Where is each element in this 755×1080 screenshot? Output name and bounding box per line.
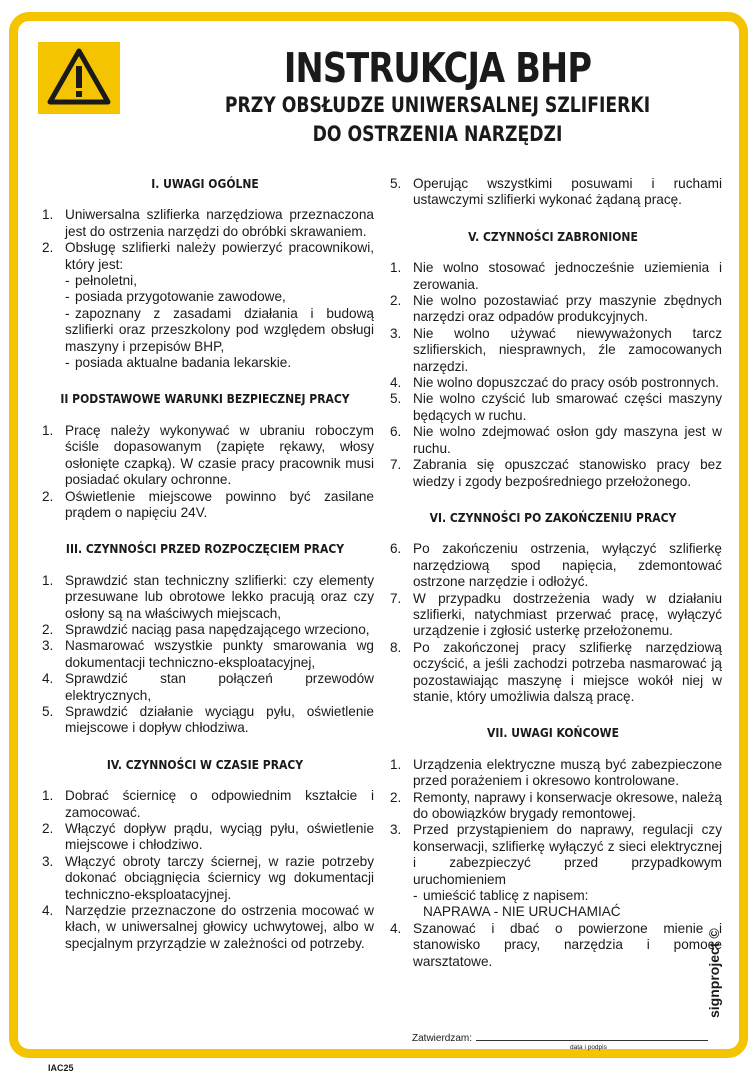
item-text: Obsługę szlifierki należy powierzyć pracownikowi, który jest: (65, 240, 374, 272)
item-number: 5. (390, 176, 402, 191)
item-text: Operując wszystkimi posuwami i ruchami ustawczymi szlifierki wykonać żądaną pracę. (413, 176, 722, 208)
item-number: 5. (42, 703, 54, 719)
sub-item-text: umieścić tablicę z napisem: (423, 888, 589, 904)
item-number: 1. (42, 788, 54, 804)
sub-item-text: zapoznany z zasadami działania i budową szlifierki oraz przeszkolony pod względem obsługi maszyny i przepisów BHP, (65, 305, 374, 354)
sub-item-text: posiada aktualne badania lekarskie. (75, 355, 292, 371)
list-item (36, 489, 374, 522)
section-heading-5: V. CZYNNOŚCI ZABRONIONE (468, 229, 638, 244)
list-item (384, 391, 722, 424)
item-number: 3. (42, 853, 54, 869)
item-text: Nie wolno używać niewyważonych tarcz szlifierskich, niesprawnych, źle zamocowanych narzędzi. (413, 325, 722, 374)
section-heading-7: VII. UWAGI KOŃCOWE (487, 726, 619, 741)
list-item (36, 854, 374, 903)
list-item (36, 788, 374, 821)
sub-item: - zapoznany z zasadami działania i budową szlifierki oraz przeszkolony pod względem obsługi maszyny i przepisów BHP, (65, 305, 374, 354)
item-number: 4. (42, 903, 54, 919)
item-number: 3. (390, 325, 402, 341)
signature-line (476, 1040, 708, 1041)
section-4-list (36, 788, 374, 952)
item-number: 3. (42, 638, 54, 654)
list-item (36, 622, 374, 638)
list-item (36, 573, 374, 622)
item-text: Włączyć obroty tarczy ściernej, w razie potrzeby dokonać obciągnięcia ściernicy wg dokumentacji techniczno-eksploatacyjnej. (65, 853, 374, 902)
approve-label: Zatwierdzam: (412, 1033, 473, 1044)
item-number: 1. (42, 422, 54, 438)
list-item (36, 821, 374, 854)
item-number: 6. (390, 424, 402, 440)
item-number: 2. (42, 488, 54, 504)
sub-item: - posiada przygotowanie zawodowe, (65, 289, 286, 305)
item-text: Nie wolno zdejmować osłon gdy maszyna jest w ruchu. (413, 424, 722, 456)
list-item (384, 591, 722, 640)
list-item (36, 638, 374, 671)
item-text: Zabrania się opuszczać stanowisko pracy bez wiedzy i zgody bezpośredniego przełożonego. (413, 457, 722, 489)
list-item (384, 921, 722, 970)
list-item (384, 293, 722, 326)
page-subtitle-line1: PRZY OBSŁUDZE UNIWERSALNEJ SZLIFIERKI (224, 93, 651, 117)
item-text: Urządzenia elektryczne muszą być zabezpieczone przed porażeniem i okresowo kontrolowane. (413, 756, 722, 789)
sub-item-text: posiada przygotowanie zawodowe, (75, 289, 286, 305)
sub-item: - posiada aktualne badania lekarskie. (65, 355, 292, 371)
list-item (36, 671, 374, 704)
left-column (36, 176, 374, 972)
item-number: 4. (42, 671, 54, 687)
item-number: 2. (390, 789, 402, 805)
item-text: Przed przystąpieniem do naprawy, regulacji czy konserwacji, szlifierkę wyłączyć z sieci elektrycznej i zabezpieczyć przed przypadkowym uruchomieniem (413, 822, 722, 887)
item-text: Po zakończeniu ostrzenia, wyłączyć szlifierkę narzędziową spod napięcia, zdemontować ostrzone narzędzie i odłożyć. (413, 541, 722, 590)
list-item (384, 375, 722, 391)
list-item (384, 457, 722, 490)
item-text: Sprawdzić stan połączeń przewodów elektrycznych, (65, 671, 374, 703)
item-text: Nasmarować wszystkie punkty smarowania wg dokumentacji techniczno-eksploatacyjnej, (65, 638, 374, 670)
item-number: 4. (390, 920, 402, 936)
section-heading-1: I. UWAGI OGÓLNE (151, 177, 259, 191)
warning-triangle-icon (45, 46, 113, 108)
sub-item: - pełnoletni, (65, 273, 137, 289)
item-text: Pracę należy wykonywać w ubraniu roboczym ściśle dopasowanym (zapięte rękawy, włosy osłonięte czapką). W czasie pracy pracownik musi posiadać okulary ochronne. (65, 422, 374, 488)
item-number: 2. (42, 240, 54, 256)
item-number: 2. (42, 821, 54, 836)
list-item (36, 423, 374, 489)
item-text: Dobrać ściernicę o odpowiednim kształcie i zamocować. (65, 788, 374, 820)
section-2-list (36, 423, 374, 521)
section-1-list (36, 207, 374, 371)
list-item (384, 260, 722, 293)
item-number: 1. (390, 756, 402, 772)
item-text: Sprawdzić naciąg pasa napędzającego wrzeciono, (65, 621, 370, 637)
list-item (36, 903, 374, 952)
item-text: Uniwersalna szlifierka narzędziowa przeznaczona jest do ostrzenia narzędzi do obróbki skrawaniem. (65, 207, 374, 239)
list-item (384, 326, 722, 375)
sub-item: - umieścić tablicę z napisem: (413, 888, 589, 904)
item-text: Nie wolno stosować jednocześnie uziemienia i zerowania. (413, 260, 722, 292)
list-item (384, 757, 722, 790)
item-number: 1. (42, 572, 54, 588)
list-item (384, 790, 722, 823)
section-6-list (384, 541, 722, 705)
item-number: 5. (390, 391, 402, 407)
list-item (384, 176, 722, 209)
item-text: Nie wolno pozostawiać przy maszynie zbędnych narzędzi oraz odpadów produkcyjnych. (413, 293, 722, 325)
right-column (384, 176, 722, 990)
product-code: IAC25 (48, 1063, 74, 1073)
list-item (36, 207, 374, 240)
item-text: Włączyć dopływ prądu, wyciąg pyłu, oświetlenie miejscowe i chłodziwo. (65, 821, 374, 853)
item-number: 3. (390, 822, 402, 838)
sub-item-text: pełnoletni, (75, 273, 137, 289)
signature-caption: data i podpis (570, 1044, 607, 1051)
sub-item-sign-text: NAPRAWA - NIE URUCHAMIAĆ (423, 904, 621, 920)
section-heading-2: II PODSTAWOWE WARUNKI BEZPIECZNEJ PRACY (60, 392, 350, 407)
item-number: 1. (390, 260, 402, 276)
item-text: Remonty, naprawy i konserwacje okresowe, należą do obowiązków brygady remontowej. (413, 789, 722, 821)
warning-box (38, 42, 120, 114)
item-number: 6. (390, 541, 402, 557)
list-item (384, 822, 722, 920)
item-text: Po zakończonej pracy szlifierkę narzędziową oczyścić, a jeśli zachodzi potrzeba nasmarować ją pozostawiając maszynę i miejsce wokół niej w stanie, który umożliwia dalszą pracę. (413, 639, 722, 704)
page-subtitle-line2: DO OSTRZENIA NARZĘDZI (312, 122, 563, 146)
section-heading-4: IV. CZYNNOŚCI W CZASIE PRACY (106, 757, 304, 772)
item-number: 7. (390, 457, 402, 473)
item-text: Szanować i dbać o powierzone mienie i stanowisko pracy, narzędzia i pomoce warsztatowe. (413, 920, 722, 969)
brand-mark: signproject © (706, 928, 722, 1018)
section-3-list (36, 573, 374, 737)
section-heading-3: III. CZYNNOŚCI PRZED ROZPOCZĘCIEM PRACY (65, 542, 345, 557)
item-text: Sprawdzić działanie wyciągu pyłu, oświetlenie miejscowe i dopływ chłodziwa. (65, 703, 374, 736)
item-number: 1. (42, 207, 54, 223)
section-heading-6: VI. CZYNNOŚCI PO ZAKOŃCZENIU PRACY (429, 510, 677, 525)
item-text: Sprawdzić stan techniczny szlifierki: czy elementy przesuwane lub obrotowe lekko pracują oraz czy osłony są na właściwych miejscach, (65, 572, 374, 621)
item-text: Nie wolno czyścić lub smarować części maszyny będących w ruchu. (413, 391, 722, 423)
item-text: W przypadku dostrzeżenia wady w działaniu szlifierki, natychmiast przerwać pracę, wyłączyć urządzenie i zgłosić usterkę przełożonemu. (413, 590, 722, 639)
item-number: 7. (390, 590, 402, 606)
list-item (36, 240, 374, 371)
section-7-list (384, 757, 722, 970)
item-text: Nie wolno dopuszczać do pracy osób postronnych. (413, 375, 720, 391)
item-text: Oświetlenie miejscowe powinno być zasilane prądem o napięciu 24V. (65, 488, 374, 520)
item-text: Narzędzie przeznaczone do ostrzenia mocować w kłach, w uniwersalnej głowicy uchwytowej, albo w specjalnym przyrządzie w zależności od potrzeby. (65, 903, 374, 951)
list-item (384, 424, 722, 457)
list-item (384, 541, 722, 590)
item-number: 8. (390, 639, 402, 655)
item-number: 2. (390, 293, 402, 309)
list-item (36, 704, 374, 737)
item-number: 2. (42, 621, 54, 637)
item-number: 4. (390, 375, 402, 391)
list-item (384, 640, 722, 706)
section-5-list (384, 260, 722, 490)
page-title: INSTRUKCJA BHP (283, 44, 592, 92)
section-4-list-cont (384, 176, 722, 209)
